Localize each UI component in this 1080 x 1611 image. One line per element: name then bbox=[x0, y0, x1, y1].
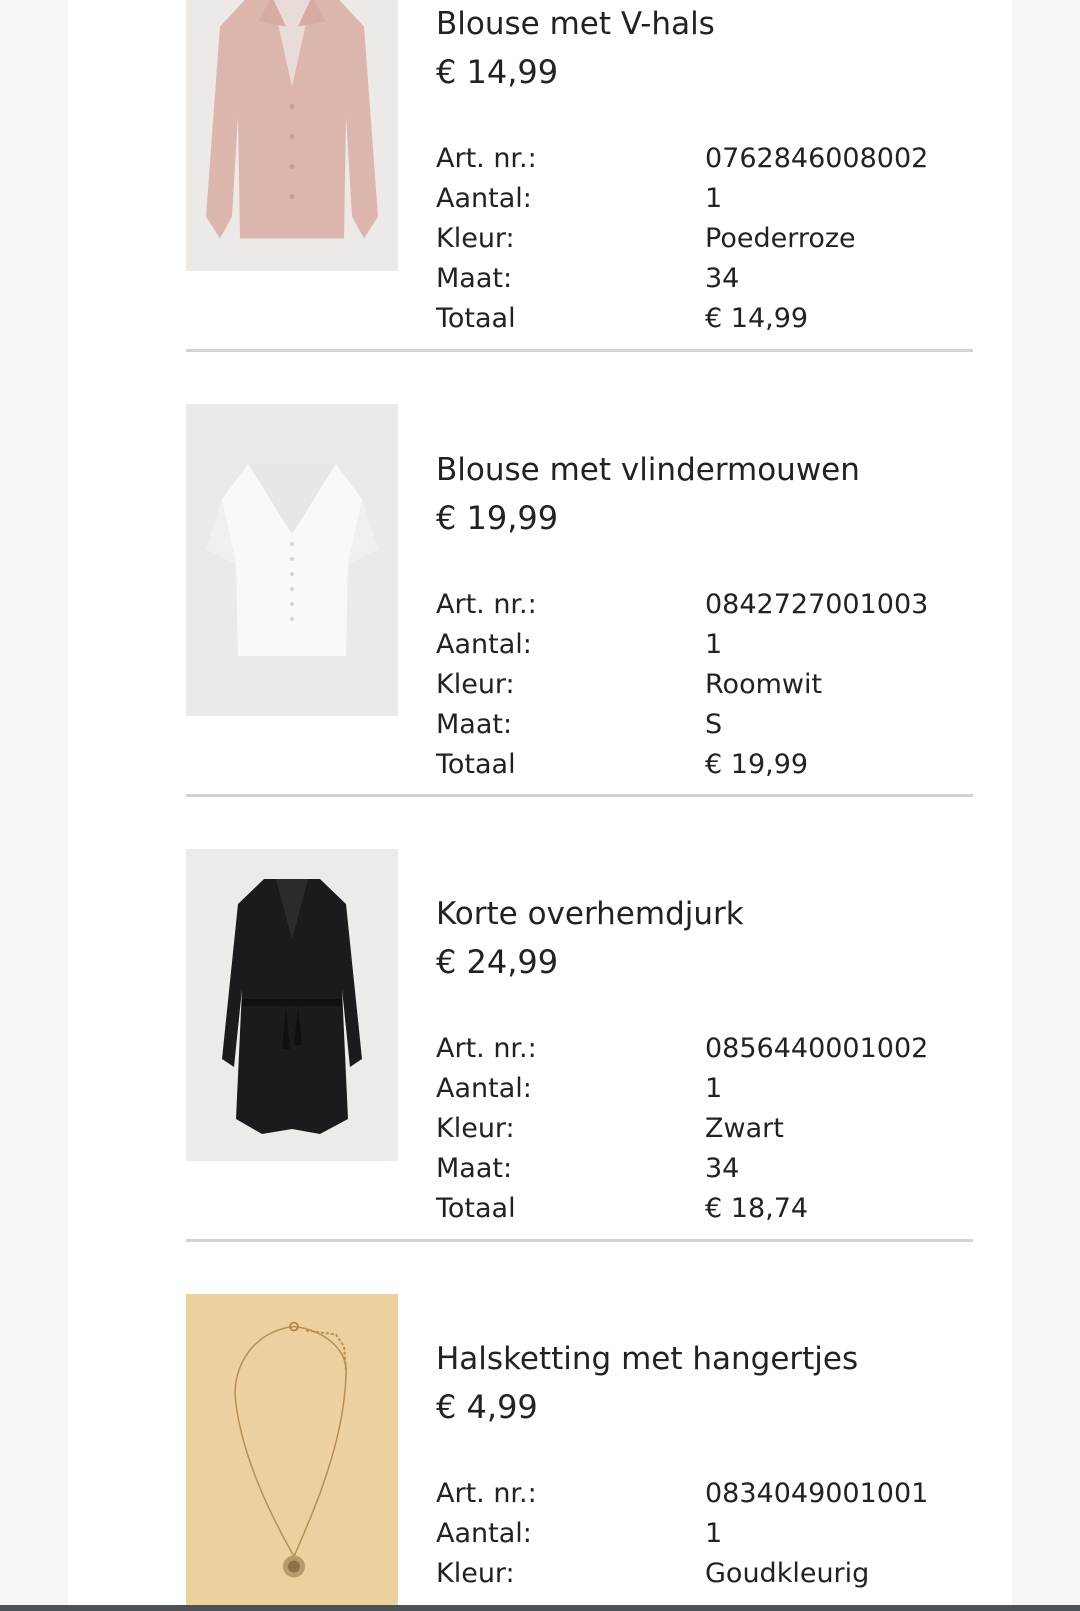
item-divider bbox=[186, 1239, 973, 1242]
detail-value: 1 bbox=[705, 1518, 723, 1549]
detail-label: Maat: bbox=[436, 709, 513, 740]
detail-label: Aantal: bbox=[436, 1073, 532, 1104]
detail-label: Aantal: bbox=[436, 1518, 532, 1549]
detail-label: Totaal bbox=[436, 1193, 516, 1224]
detail-label: Art. nr.: bbox=[436, 589, 537, 620]
detail-label: Aantal: bbox=[436, 629, 532, 660]
detail-row-quantity bbox=[436, 179, 973, 219]
detail-row-color bbox=[436, 1109, 973, 1149]
detail-row-size bbox=[436, 1149, 973, 1189]
detail-row-total bbox=[436, 745, 973, 785]
detail-value: 34 bbox=[705, 263, 740, 294]
product-price: € 19,99 bbox=[436, 499, 559, 537]
detail-value: Poederroze bbox=[705, 223, 856, 254]
detail-label: Totaal bbox=[436, 749, 516, 780]
detail-row-article-number bbox=[436, 1029, 973, 1069]
detail-label: Art. nr.: bbox=[436, 1033, 537, 1064]
detail-row-total bbox=[436, 1189, 973, 1229]
product-price: € 4,99 bbox=[436, 1388, 538, 1426]
product-image-blouse-butterfly-sleeves[interactable] bbox=[186, 404, 398, 716]
shirt-dress-illustration bbox=[186, 849, 398, 1161]
detail-row-article-number bbox=[436, 1474, 973, 1514]
necklace-illustration bbox=[186, 1294, 398, 1605]
detail-label: Kleur: bbox=[436, 1113, 515, 1144]
product-name[interactable]: Korte overhemdjurk bbox=[436, 896, 744, 932]
detail-row-total bbox=[436, 299, 973, 339]
product-name[interactable]: Halsketting met hangertjes bbox=[436, 1341, 859, 1377]
detail-value: € 14,99 bbox=[705, 303, 809, 334]
detail-label: Maat: bbox=[436, 1153, 513, 1184]
product-image-shirt-dress[interactable] bbox=[186, 849, 398, 1161]
detail-label: Maat: bbox=[436, 263, 513, 294]
detail-row-color bbox=[436, 665, 973, 705]
bottom-bar bbox=[0, 1605, 1080, 1611]
detail-value: Goudkleurig bbox=[705, 1558, 870, 1589]
detail-row-quantity bbox=[436, 625, 973, 665]
detail-row-size bbox=[436, 259, 973, 299]
detail-value: 0762846008002 bbox=[705, 143, 929, 174]
detail-label: Art. nr.: bbox=[436, 143, 537, 174]
blouse-butterfly-sleeves-illustration bbox=[186, 404, 398, 716]
detail-value: 1 bbox=[705, 1073, 723, 1104]
blouse-v-neck-illustration bbox=[186, 0, 398, 271]
detail-value: 1 bbox=[705, 183, 723, 214]
detail-row-color bbox=[436, 1554, 973, 1594]
detail-value: 0834049001001 bbox=[705, 1478, 929, 1509]
detail-value: € 19,99 bbox=[705, 749, 809, 780]
detail-label: Kleur: bbox=[436, 223, 515, 254]
detail-row-article-number bbox=[436, 585, 973, 625]
product-image-blouse-v-neck[interactable] bbox=[186, 0, 398, 271]
detail-value: Roomwit bbox=[705, 669, 823, 700]
product-price: € 24,99 bbox=[436, 943, 559, 981]
detail-row-size bbox=[436, 705, 973, 745]
detail-label: Art. nr.: bbox=[436, 1478, 537, 1509]
item-divider bbox=[186, 349, 973, 352]
detail-label: Kleur: bbox=[436, 1558, 515, 1589]
order-content bbox=[68, 0, 1012, 1611]
detail-row-quantity bbox=[436, 1514, 973, 1554]
product-price: € 14,99 bbox=[436, 53, 559, 91]
product-image-necklace[interactable] bbox=[186, 1294, 398, 1605]
detail-label: Aantal: bbox=[436, 183, 532, 214]
detail-row-color bbox=[436, 219, 973, 259]
detail-value: 0856440001002 bbox=[705, 1033, 929, 1064]
detail-value: S bbox=[705, 709, 723, 740]
detail-label: Kleur: bbox=[436, 669, 515, 700]
detail-row-article-number bbox=[436, 139, 973, 179]
detail-value: 34 bbox=[705, 1153, 740, 1184]
detail-value: Zwart bbox=[705, 1113, 784, 1144]
detail-value: 1 bbox=[705, 629, 723, 660]
product-name[interactable]: Blouse met V-hals bbox=[436, 6, 715, 42]
product-name[interactable]: Blouse met vlindermouwen bbox=[436, 452, 860, 488]
detail-value: 0842727001003 bbox=[705, 589, 929, 620]
item-divider bbox=[186, 794, 973, 797]
detail-row-quantity bbox=[436, 1069, 973, 1109]
detail-label: Totaal bbox=[436, 303, 516, 334]
detail-value: € 18,74 bbox=[705, 1193, 809, 1224]
